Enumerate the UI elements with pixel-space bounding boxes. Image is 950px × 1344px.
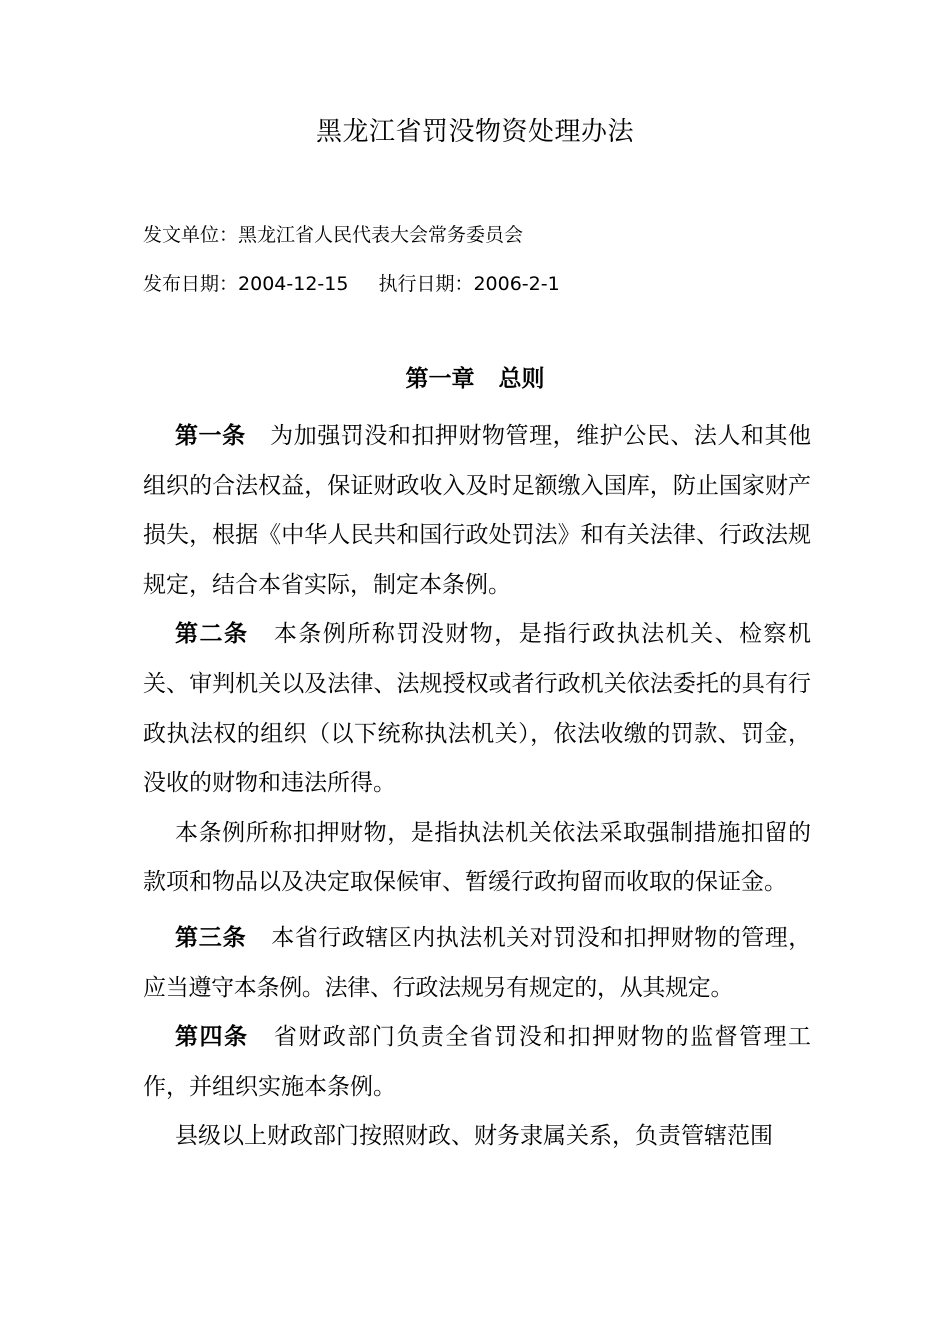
article-label: 第三条 — [175, 924, 247, 951]
issuer-value: 黑龙江省人民代表大会常务委员会 — [238, 224, 524, 246]
article-text: 本省行政辖区内执法机关对罚没和扣押财物的管理，应当遵守本条例。法律、行政法规另有规定的，从其规定。 — [143, 924, 812, 1001]
chapter-name: 总则 — [498, 366, 545, 392]
chapter-heading — [0, 361, 950, 397]
article-paragraph — [143, 1112, 811, 1162]
document-body — [143, 412, 811, 1162]
chapter-number: 第一章 — [405, 366, 475, 392]
article-paragraph — [143, 610, 811, 808]
article-paragraph — [143, 914, 811, 1013]
article-paragraph — [143, 412, 811, 610]
effective-date-value: 2006-2-1 — [473, 273, 560, 295]
article-text: 省财政部门负责全省罚没和扣押财物的监督管理工作，并组织实施本条例。 — [143, 1024, 812, 1100]
article-text: 为加强罚没和扣押财物管理，维护公民、法人和其他组织的合法权益，保证财政收入及时足额缴入国库，防止国家财产损失，根据《中华人民共和国行政处罚法》和有关法律、行政法规规定，结合本省实际，制定本条例。 — [143, 423, 812, 598]
article-text: 本条例所称罚没财物，是指行政执法机关、检察机关、审判机关以及法律、法规授权或者行政机关依法委托的具有行政执法权的组织（以下统称执法机关），依法收缴的罚款、罚金，没收的财物和违法所得。 — [143, 621, 812, 797]
issuer-label: 发文单位： — [143, 224, 239, 246]
dates-line — [143, 270, 560, 298]
effective-date-label: 执行日期： — [378, 273, 474, 295]
article-label: 第一条 — [175, 423, 246, 449]
article-paragraph — [143, 1013, 811, 1112]
publish-date-label: 发布日期： — [143, 273, 239, 295]
article-paragraph — [143, 809, 811, 908]
article-label: 第四条 — [175, 1024, 249, 1051]
document-title: 黑龙江省罚没物资处理办法 — [315, 117, 634, 147]
article-text: 本条例所称扣押财物，是指执法机关依法采取强制措施扣留的款项和物品以及决定取保候审、暂缓行政拘留而收取的保证金。 — [143, 819, 811, 896]
article-text: 县级以上财政部门按照财政、财务隶属关系，负责管辖范围 — [175, 1123, 773, 1150]
publish-date-value: 2004-12-15 — [238, 273, 349, 295]
issuer-line — [143, 221, 523, 249]
article-label: 第二条 — [175, 621, 249, 648]
